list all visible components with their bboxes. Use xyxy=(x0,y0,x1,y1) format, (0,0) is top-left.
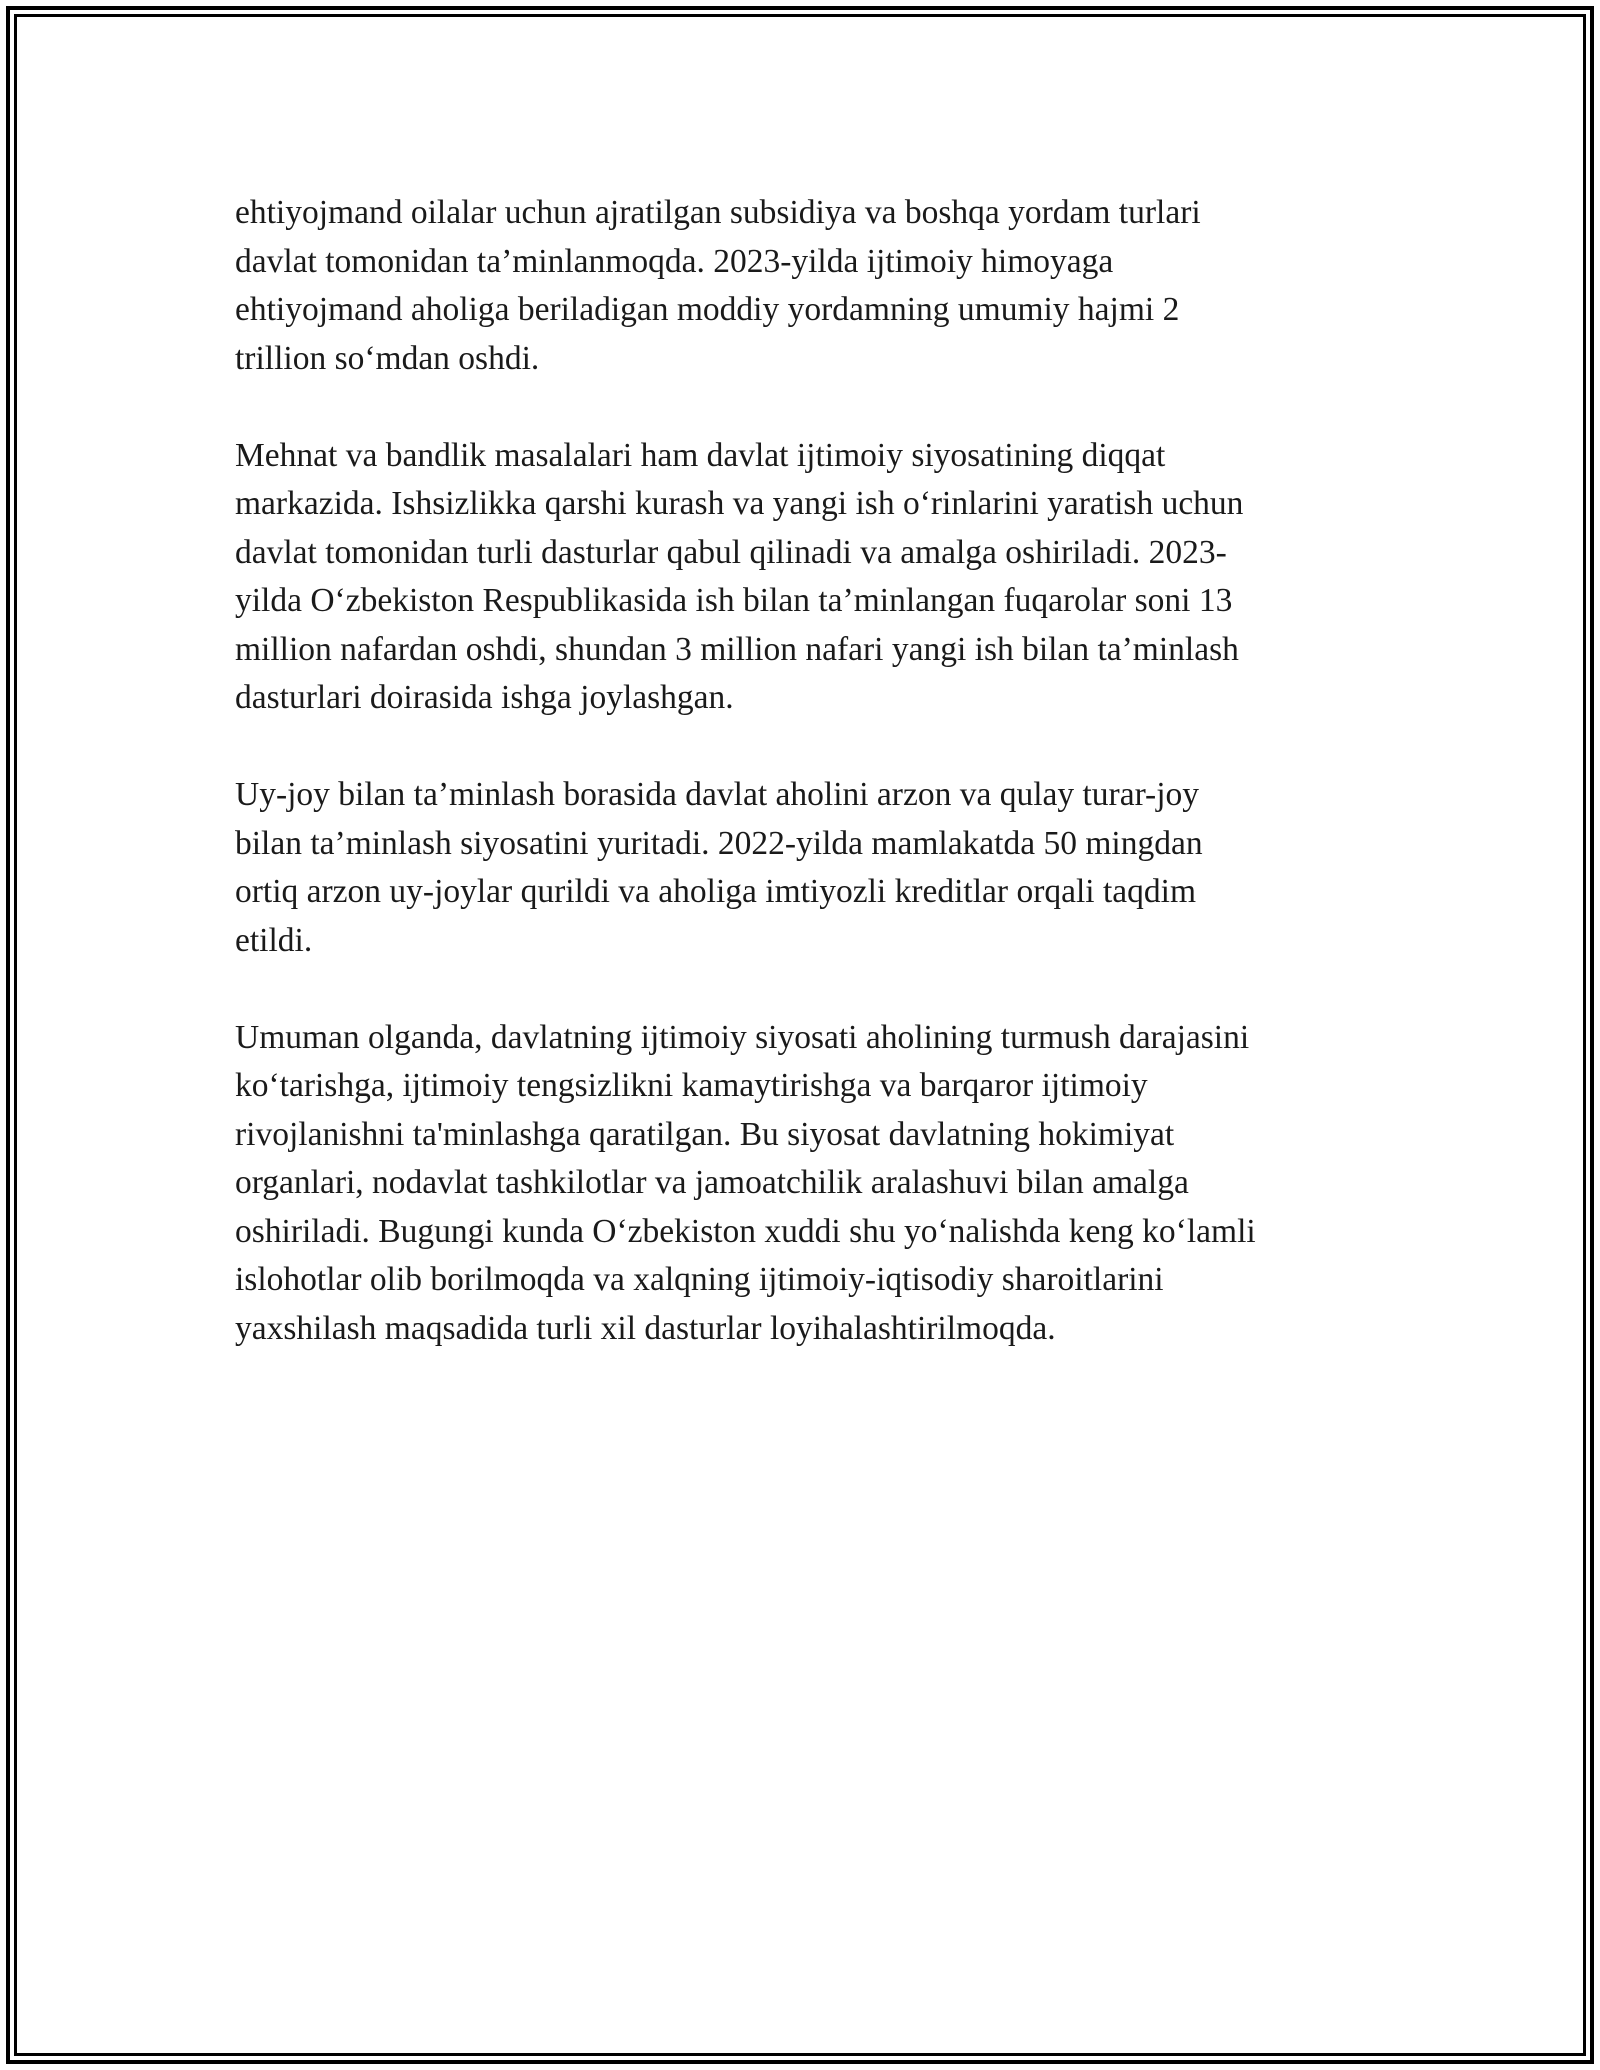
text-line: yaxshilash maqsadida turli xil dasturlar loyihalashtirilmoqda. xyxy=(235,1309,1056,1347)
text-line: davlat tomonidan turli dasturlar qabul qilinadi va amalga oshiriladi. 2023- xyxy=(235,533,1227,571)
paragraph-housing xyxy=(235,771,1355,965)
text-line: davlat tomonidan ta’minlanmoqda. 2023-yilda ijtimoiy himoyaga xyxy=(235,242,1114,280)
text-line: Mehnat va bandlik masalalari ham davlat ijtimoiy siyosatining diqqat xyxy=(235,436,1166,474)
paragraph-conclusion xyxy=(235,1014,1355,1354)
text-line: islohotlar olib borilmoqda va xalqning ijtimoiy-iqtisodiy sharoitlarini xyxy=(235,1261,1164,1298)
paragraph-social-assistance xyxy=(235,189,1355,383)
text-line: Uy-joy bilan ta’minlash borasida davlat aholini arzon va qulay turar-joy xyxy=(235,776,1200,813)
text-line: bilan ta’minlash siyosatini yuritadi. 2022-yilda mamlakatda 50 mingdan xyxy=(235,824,1203,862)
text-line: yilda O‘zbekiston Respublikasida ish bilan ta’minlangan fuqarolar soni 13 xyxy=(235,582,1233,619)
paragraph-employment xyxy=(235,432,1355,723)
text-line: million nafardan oshdi, shundan 3 million nafari yangi ish bilan ta’minlash xyxy=(235,630,1239,668)
text-line: dasturlari doirasida ishga joylashgan. xyxy=(235,679,734,716)
text-line: rivojlanishni ta'minlashga qaratilgan. Bu siyosat davlatning hokimiyat xyxy=(235,1115,1175,1153)
text-line: Umuman olganda, davlatning ijtimoiy siyosati aholining turmush darajasini xyxy=(235,1018,1250,1056)
document-body xyxy=(235,189,1355,1353)
text-line: etildi. xyxy=(235,921,313,959)
text-line: trillion so‘mdan oshdi. xyxy=(235,339,540,377)
text-line: ko‘tarishga, ijtimoiy tengsizlikni kamaytirishga va barqaror ijtimoiy xyxy=(235,1067,1148,1104)
text-line: markazida. Ishsizlikka qarshi kurash va yangi ish o‘rinlarini yaratish uchun xyxy=(235,485,1244,522)
text-line: oshiriladi. Bugungi kunda O‘zbekiston xuddi shu yo‘nalishda keng ko‘lamli xyxy=(235,1212,1256,1250)
text-line: ortiq arzon uy-joylar qurildi va aholiga imtiyozli kreditlar orqali taqdim xyxy=(235,873,1196,910)
text-line: organlari, nodavlat tashkilotlar va jamoatchilik aralashuvi bilan amalga xyxy=(235,1164,1189,1201)
text-line: ehtiyojmand oilalar uchun ajratilgan subsidiya va boshqa yordam turlari xyxy=(235,194,1201,231)
text-line: ehtiyojmand aholiga beriladigan moddiy yordamning umumiy hajmi 2 xyxy=(235,291,1180,328)
